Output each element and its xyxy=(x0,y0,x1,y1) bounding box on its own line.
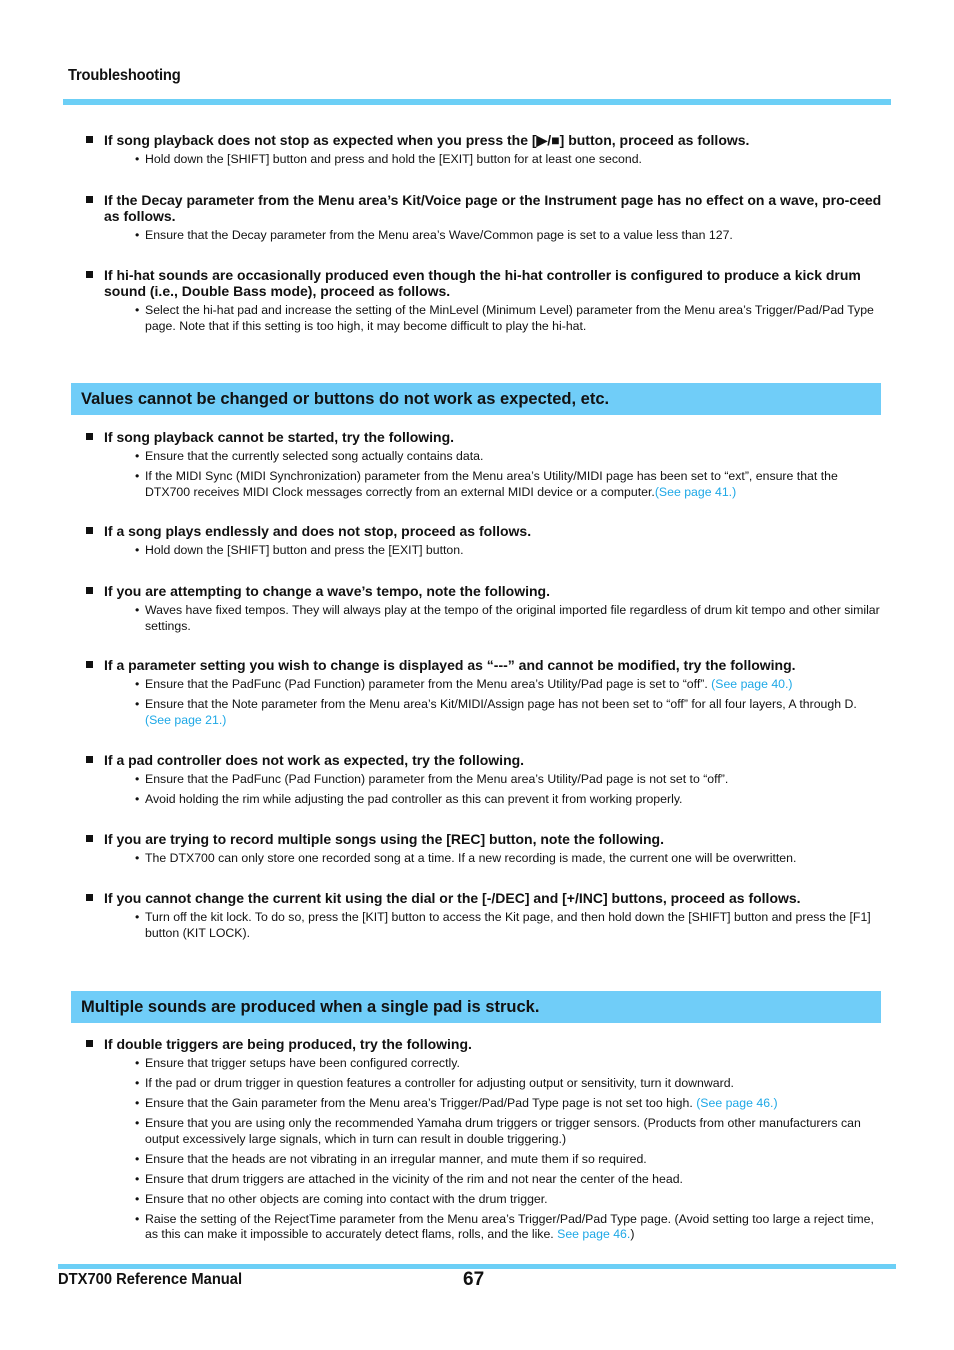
answer-text: Ensure that the heads are not vibrating in an irregular manner, and mute them if so required. xyxy=(145,1151,647,1166)
answer-item xyxy=(135,1096,886,1112)
answer-item xyxy=(135,1171,886,1188)
footer-page-number: 67 xyxy=(463,1269,485,1290)
answer-text: Ensure that the Note parameter from the Menu area’s Kit/MIDI/Assign page has not been set to “off” for all four layers, A through D. xyxy=(145,697,857,711)
answer-text: Ensure that the currently selected song actually contains data. xyxy=(145,449,484,463)
answer-text: Ensure that the PadFunc (Pad Function) parameter from the Menu area’s Utility/Pad page is set to “off”. xyxy=(145,677,712,691)
bullet-dot-icon: • xyxy=(135,543,140,557)
bullet-dot-icon: • xyxy=(135,603,140,617)
faq-question xyxy=(86,583,886,599)
answer-text: Ensure that drum triggers are attached in the vicinity of the rim and not near the center of the head. xyxy=(145,1171,683,1186)
answer-list xyxy=(86,543,886,559)
bullet-dot-icon: • xyxy=(135,697,140,711)
answer-list xyxy=(86,772,886,808)
faq-question xyxy=(86,132,886,148)
answer-item xyxy=(135,910,886,941)
bullet-dot-icon: • xyxy=(135,469,140,483)
answer-text: Avoid holding the rim while adjusting the pad controller as this can prevent it from working properly. xyxy=(145,792,683,806)
answer-item xyxy=(135,697,886,728)
answer-item xyxy=(135,469,886,500)
faq-question-text: If a song plays endlessly and does not stop, proceed as follows. xyxy=(104,523,532,539)
faq-question-text: If song playback does not stop as expected when you press the [▶/■] button, proceed as follows. xyxy=(104,132,750,148)
faq-question xyxy=(86,657,886,673)
page-reference-link[interactable]: See page 46. xyxy=(557,1227,631,1241)
answer-item xyxy=(135,851,886,867)
faq-question-text: If you are trying to record multiple songs using the [REC] button, note the following. xyxy=(104,831,664,847)
answer-text: The DTX700 can only store one recorded song at a time. If a new recording is made, the current one will be overwritten. xyxy=(145,851,797,865)
bullet-dot-icon: • xyxy=(135,1076,140,1090)
faq-question xyxy=(86,831,886,847)
square-bullet-icon xyxy=(86,136,93,143)
answer-item xyxy=(135,449,886,465)
faq-question xyxy=(86,267,886,299)
square-bullet-icon xyxy=(86,894,93,901)
answer-list xyxy=(86,152,886,168)
square-bullet-icon xyxy=(86,661,93,668)
answer-list xyxy=(86,1056,886,1243)
answer-list xyxy=(86,228,886,244)
bullet-dot-icon: • xyxy=(135,449,140,463)
answer-list xyxy=(86,603,886,634)
faq-question-text: If you are attempting to change a wave’s tempo, note the following. xyxy=(104,583,550,599)
bullet-dot-icon: • xyxy=(135,772,140,786)
faq-item xyxy=(86,890,886,946)
faq-question xyxy=(86,429,886,445)
answer-text: Ensure that the Decay parameter from the Menu area’s Wave/Common page is set to a value less than 127. xyxy=(145,228,733,242)
faq-question xyxy=(86,752,886,768)
faq-question xyxy=(86,890,886,906)
page-header-title: Troubleshooting xyxy=(68,67,181,84)
answer-item xyxy=(135,1116,886,1147)
faq-item xyxy=(86,132,886,172)
square-bullet-icon xyxy=(86,433,93,440)
answer-text: ) xyxy=(630,1227,635,1241)
answer-item xyxy=(135,677,886,693)
square-bullet-icon xyxy=(86,271,93,278)
answer-item xyxy=(135,1076,886,1092)
answer-text: Ensure that no other objects are coming into contact with the drum trigger. xyxy=(145,1191,548,1206)
answer-text: Ensure that you are using only the recommended Yamaha drum triggers or trigger sensors. (Products from other manufacturers can output excessively large signals, which in turn can result in double triggering.) xyxy=(145,1116,861,1146)
square-bullet-icon xyxy=(86,1040,93,1047)
answer-item xyxy=(135,772,886,788)
faq-item xyxy=(86,429,886,505)
answer-text: Turn off the kit lock. To do so, press the [KIT] button to access the Kit page, and then hold down the [SHIFT] button and press the [F1] button (KIT LOCK). xyxy=(145,910,871,940)
answer-text: Hold down the [SHIFT] button and press and hold the [EXIT] button for at least one second. xyxy=(145,152,642,166)
answer-item xyxy=(135,1211,886,1243)
answer-item xyxy=(135,792,886,808)
page-reference-link[interactable]: (See page 41.) xyxy=(654,484,737,499)
faq-question-text: If the Decay parameter from the Menu area’s Kit/Voice page or the Instrument page has no effect on a wave, pro-ceed as follows. xyxy=(104,192,882,224)
header-divider xyxy=(63,99,891,105)
square-bullet-icon xyxy=(86,587,93,594)
bullet-dot-icon: • xyxy=(135,851,140,865)
faq-question-text: If song playback cannot be started, try the following. xyxy=(104,429,455,445)
answer-item xyxy=(135,1151,886,1168)
bullet-dot-icon: • xyxy=(135,1056,140,1070)
answer-list xyxy=(86,910,886,941)
faq-item xyxy=(86,831,886,871)
answer-item xyxy=(135,228,886,244)
answer-item xyxy=(135,603,886,634)
bullet-dot-icon: • xyxy=(135,1116,140,1130)
bullet-dot-icon: • xyxy=(135,228,140,242)
square-bullet-icon xyxy=(86,527,93,534)
page-reference-link[interactable]: (See page 40.) xyxy=(711,677,793,691)
answer-text: Ensure that the PadFunc (Pad Function) parameter from the Menu area’s Utility/Pad page is not set to “off”. xyxy=(145,772,729,786)
bullet-dot-icon: • xyxy=(135,1151,140,1166)
answer-list xyxy=(86,449,886,500)
bullet-dot-icon: • xyxy=(135,303,140,317)
square-bullet-icon xyxy=(86,835,93,842)
section-heading-text: Values cannot be changed or buttons do not work as expected, etc. xyxy=(81,390,610,408)
bullet-dot-icon: • xyxy=(135,677,140,691)
answer-item xyxy=(135,152,886,168)
page-reference-link[interactable]: (See page 46.) xyxy=(696,1096,778,1110)
faq-question-text: If you cannot change the current kit using the dial or the [-/DEC] and [+/INC] buttons, proceed as follows. xyxy=(104,890,801,906)
answer-text: Raise the setting of the RejectTime parameter from the Menu area’s Trigger/Pad/Pad Type page. (Avoid setting too large a reject time, as this can make it impossible to accurately detect flams, rolls, and the like. xyxy=(145,1211,874,1241)
answer-list xyxy=(86,851,886,867)
bullet-dot-icon: • xyxy=(135,152,140,166)
bullet-dot-icon: • xyxy=(135,1191,140,1206)
bullet-dot-icon: • xyxy=(135,792,140,806)
answer-text: Ensure that the Gain parameter from the Menu area’s Trigger/Pad/Pad Type page is not set too high. xyxy=(145,1096,697,1110)
faq-item xyxy=(86,267,886,339)
faq-item xyxy=(86,192,886,248)
faq-question-text: If hi-hat sounds are occasionally produced even though the hi-hat controller is configured to produce a kick drum sound (i.e., Double Bass mode), proceed as follows. xyxy=(104,267,861,299)
bullet-dot-icon: • xyxy=(135,1211,140,1226)
faq-item xyxy=(86,583,886,639)
square-bullet-icon xyxy=(86,196,93,203)
bullet-dot-icon: • xyxy=(135,1171,140,1186)
page-reference-link[interactable]: (See page 21.) xyxy=(145,712,227,727)
footer-manual-title: DTX700 Reference Manual xyxy=(58,1271,243,1288)
answer-text: Ensure that trigger setups have been configured correctly. xyxy=(145,1056,460,1070)
faq-question-text: If a pad controller does not work as expected, try the following. xyxy=(104,752,525,768)
answer-text: Select the hi-hat pad and increase the setting of the MinLevel (Minimum Level) parameter from the Menu area’s Trigger/Pad/Pad Type page. Note that if this setting is too high, it may become difficult to play the hi-hat. xyxy=(145,303,874,333)
answer-text: Waves have fixed tempos. They will always play at the tempo of the original imported file regardless of drum kit tempo and other similar settings. xyxy=(145,603,880,633)
faq-question-text: If a parameter setting you wish to change is displayed as “---” and cannot be modified, try the following. xyxy=(104,657,796,673)
answer-item xyxy=(135,543,886,559)
answer-item xyxy=(135,1056,886,1072)
answer-list xyxy=(86,303,886,334)
answer-text: If the MIDI Sync (MIDI Synchronization) parameter from the Menu area’s Utility/MIDI page has been set to “ext”, ensure that the DTX700 receives MIDI Clock messages correctly from an external MIDI device or a computer. xyxy=(145,469,838,499)
answer-text: If the pad or drum trigger in question features a controller for adjusting output or sensitivity, turn it downward. xyxy=(145,1076,734,1090)
faq-item xyxy=(86,1036,886,1247)
bullet-dot-icon: • xyxy=(135,1096,140,1110)
answer-list xyxy=(86,677,886,728)
section-heading-text: Multiple sounds are produced when a single pad is struck. xyxy=(81,998,540,1016)
answer-item xyxy=(135,1191,886,1208)
section-heading-multiple-sounds xyxy=(71,991,881,1023)
square-bullet-icon xyxy=(86,756,93,763)
faq-question-text: If double triggers are being produced, try the following. xyxy=(104,1036,472,1052)
bullet-dot-icon: • xyxy=(135,910,140,924)
faq-question xyxy=(86,523,886,539)
answer-text: Hold down the [SHIFT] button and press the [EXIT] button. xyxy=(145,543,464,557)
faq-question xyxy=(86,1036,886,1052)
section-heading-values xyxy=(71,383,881,415)
faq-question xyxy=(86,192,886,224)
faq-item xyxy=(86,523,886,563)
faq-item xyxy=(86,752,886,812)
faq-item xyxy=(86,657,886,733)
answer-item xyxy=(135,303,886,334)
